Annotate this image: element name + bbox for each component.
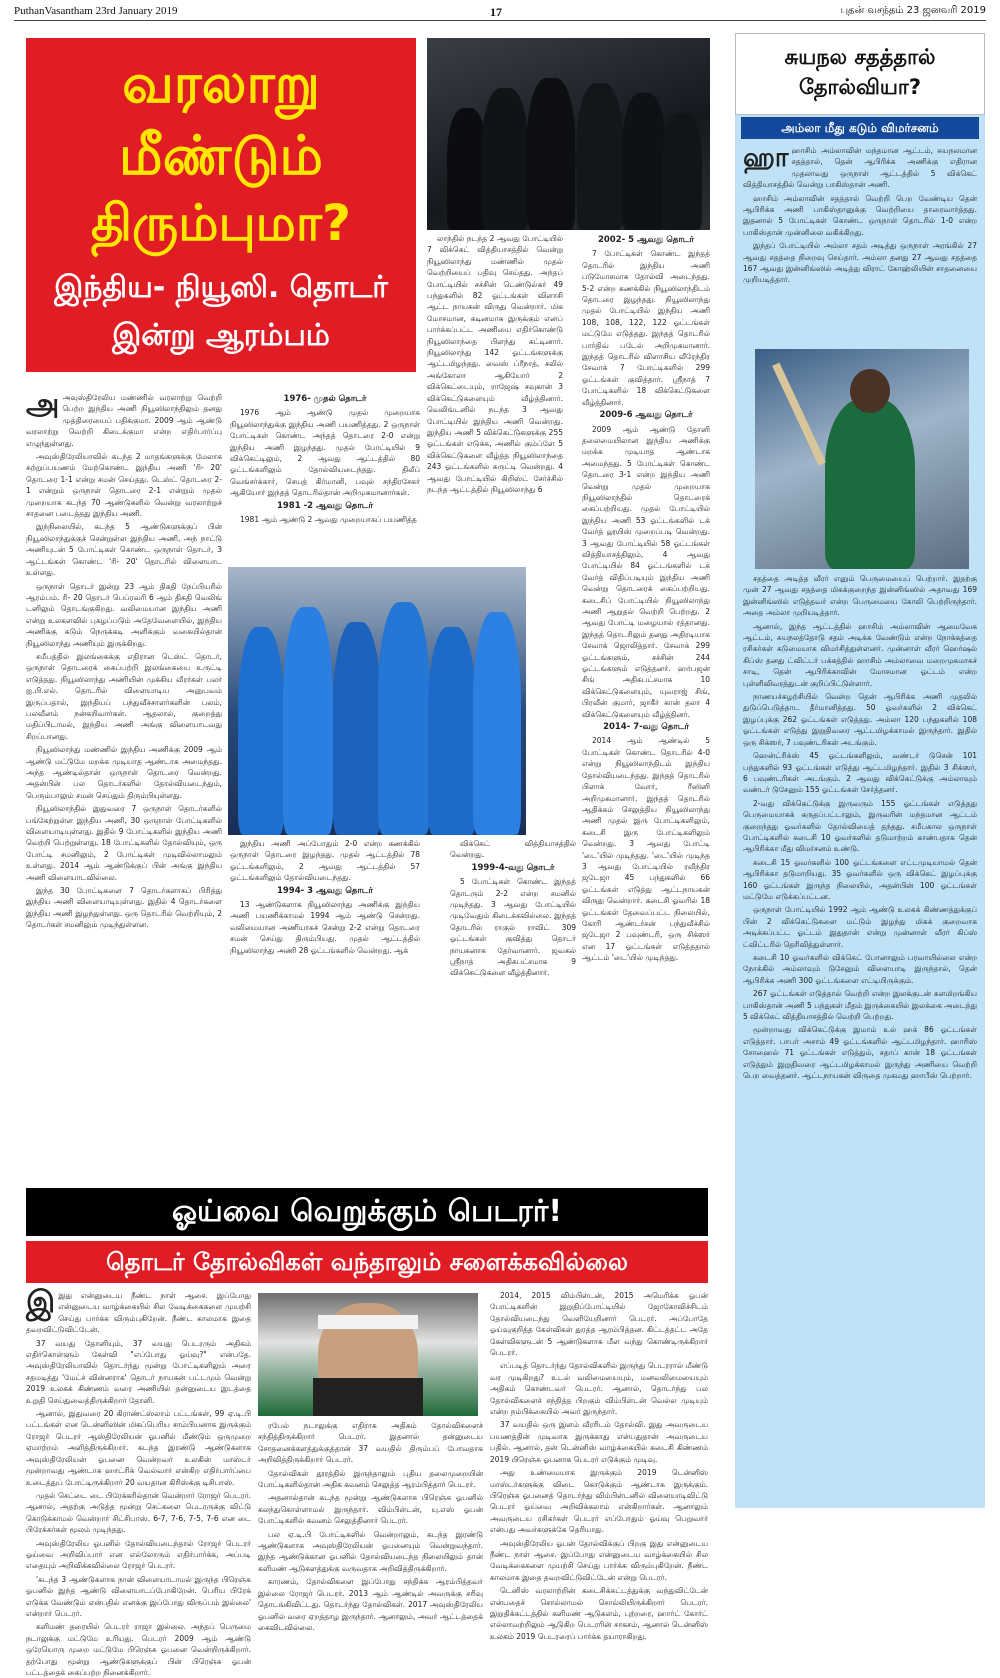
- subhead-1999: 1999-4-வது தொடர்: [471, 862, 555, 873]
- hero-line-1: வரலாறு: [122, 52, 320, 115]
- sidebar-amla-story: [735, 33, 985, 1508]
- hero-sub-1: இந்திய- நியூஸி. தொடர்: [54, 270, 388, 305]
- subhead-2009: 2009-6 ஆவது தொடர்: [599, 410, 693, 421]
- sidebar-text-bottom: சதத்தை அடித்த வீரர் எனும் பெருமையைப் பெற்றார். இதற்கு முன் 27 ஆவது சதத்தை மிகக்குறைந்த இன்னிங்ஸில் அதாவது 169 இன்னிங்ஸில் எடுத்தவர் என்ற பெருமையை கோலி பெற்றிருந்தார். அதை அம்லா முறியடித்தார். ஆனால், இந்த ஆட்டத்தில் ஹாசிம் அம்லாவின் ஆமைவேக ஆட்டம், சுயநலத்தோடு சதம் அடிக்க வேண்டும் என்ற நோக்கத்தை ரசிகர்கள் கடுமையாக விமர்சித்துள்ளனர். முன்னாள் வீரர் ஹெர்ஷல் கிப்ஸ் தனது ட்விட்டர் பக்கத்தில் ஹாசிம் அம்லாவை மறைமுகமாகச் சாடி, தென் ஆபிரிக்காவின் மோசமான ஓட்டம் என்ற புள்ளிவிவரத்துடன் குறிப்பிட்டுள்ளார். நாணயச்சுழற்சியில் வென்ற தென் ஆபிரிக்க அணி முதலில் துடுப்பெடுத்தாட தீர்மானித்தது. 50 ஓவர்களில் 2 விக்கெட் இழப்புக்கு 262 ஓட்டங்கள் எடுத்தது. அம்லா 120 பந்துகளில் 108 ஓட்டங்கள் எடுத்து இறுதிவரை ஆட்டமிழக்காமல் இருந்தார். இதில் ஒரு சிக்ஸர், 7 பவுண்டரிகள் அடங்கும். ஹென்ட்ரிக்ஸ் 45 ஓட்டங்களிலும், வண்டர் டுசென் 101 பந்துகளில் 93 ஓட்டங்கள் எடுத்து ஆட்டமிழந்தார். இதில் 3 சிக்ஸர், 6 பவுண்டரிகள் அடங்கும். 2 ஆவது விக்கெட்டுக்கு அம்லாவும் வண்டர் டுசேனும் 155 ஓட்டங்கள் சேர்த்தனர். 2-வது விக்கெட்டுக்கு இருவரும் 155 ஓட்டங்கள் எடுத்தது பெருமையாகக் கருதப்பட்டாலும், இருவரின் மந்தமான ஆட்டம் குறைந்தது ஓவர்களில் தோல்வியைத் தந்தது. சமீபகால ஒருநாள் போட்டிகளில் கடைசி 10 ஓவர்களில் தடுமாற்றம் காண்பதாக தென் ஆபிரிக்கா மீது விமர்சனம் உண்டு. கடைசி 15 ஓவர்களில் 100 ஓட்டங்களை எட்டமுடியாமல் தென் ஆபிரிக்கா தடுமாறியது. 35 ஓவர்களில் ஒரு விக்கெட் இழப்புக்கு 160 ஓட்டங்கள் இருந்த நிலையில், அதன்பின் 100 ஓட்டங்கள் மட்டுமே எடுக்கப்பட்டன. ஒருநாள் போட்டியில் 1992 ஆம் ஆண்டு உலகக் கிண்ணத்துக்குப் பின் 2 விக்கெட்டுகளை மட்டும் இழந்து மிகக் குறைவாக அடிக்கப்பட்ட ஓட்டம் இதுதான் என்று முன்னாள் வீரர் கிப்ஸ் ட்விட்டரில் தெரிவித்துள்ளார். கடைசி 10 ஓவர்களில் விக்கெட் போனாலும் பரவாயில்லை என்ற நோக்கில் அம்லாவும் டுசேனும் விளையாடி இருந்தால், தென் ஆபிரிக்க அணி 300 ஓட்டங்களை எட்டியிருக்கும். 267 ஓட்டங்கள் எடுத்தால் வெற்றி என்ற இலக்குடன் களமிறங்கிய பாகிஸ்தான் அணி 5 பந்துகள் மீதம் இருக்கையில் இலக்கை அடைந்து 5 விக்கெட் வித்தியாசத்தில் வெற்றி பெற்றது. மூன்றாவது விக்கெட்டுக்கு இமாம் உல் ஹக் 86 ஓட்டங்கள் எடுத்தார். பாபர் அசாம் 49 ஓட்டங்களில் ஆட்டமிழந்தார். ஹாரிஸ் சோஹைல் 71 ஓட்டங்கள் எடுத்தும், சதாப் கான் 18 ஓட்டங்கள் எடுத்தும் இறுதிவரை ஆட்டமிழக்காமல் இருந்து அணியை வெற்றி பெற வைத்தனர். ஆட்டநாயகன் விருதை முகமது ஹாபீஸ் பெற்றார்.: [743, 574, 977, 1081]
- federer-headline-bar: ஓய்வை வெறுக்கும் பெடரர்!: [26, 1188, 708, 1236]
- article-column-3-top: லாந்தில் நடந்த 2 ஆவது போட்டியில் 7 விக்கெட் வித்தியாசத்தில் வென்று நியூஸிலாந்து மண்ணில் முதல் வெற்றியைப் பதிவு செய்தது. அந்தப் போட்டியில் சச்சின் டெண்டுல்கர் 49 பந்துகளில் 82 ஓட்டங்கள் விளாசி ஆட்ட நாயகன் விருது வென்றார். மிக மோசமான, கடினமாக இருக்கும் எனப் பார்க்கப்பட்ட அணியை எதிர்கொண்டு நியூஸிலாந்தை பிளந்து கட்டினார். நியூஸிலாந்து 142 ஓட்டங்களுக்கு ஆட்டமிழந்தது. வைஸ் ப்ரீநாத், சலில் அங்கோலா ஆகியோர் 2 விக்கெட்டையும், ராஜேஷ் சவுகான் 3 விக்கெட்டுகளையும் வீழ்த்தினார். வெலிங்டனில் நடந்த 3 ஆவது போட்டியில் இந்திய அணி வென்றது. இந்திய அணி 5 விக்கெட்டுகளுக்கு 255 ஓட்டங்கள் எடுக்க, அணில் கும்ப்ளே 5 விக்கெட்டுகளை வீழ்த்த நியூஸிலாந்தை 243 ஓட்டங்களில் சுருட்டி வென்றது. 4 ஆவது போட்டியில் கிறிஸ்ட் சேர்ச்சில் நடந்த ஆட்டத்தில் நியூஸிலாந்து 6: [427, 234, 563, 494]
- federer-column-1: இஇது என்னுடைய நீண்ட நாள் ஆசை. இப்போது என்னுடைய வாழ்க்கையில் சில வேடிக்கைகளை முயற்சி செய்து பார்க்க விரும்புகிறேன். நீண்ட காலமாக இதை தவறவிட்டுவிட்டேன். 37 வயது தோனியும், 37 வயது பெடரரும் அதிகம் எதிர்கொள்ளும் கேள்வி "எப்போது ஓய்வு?" என்பதே. அவுஸ்திரேலியாவில் தொடர்ந்து மூன்று போட்டிகளிலும் அரை சதமடித்து 'மேட்ச் வின்னராக' தொடர் நாயகன் பட்டமும் வென்று 2019 உலகக் கிண்ணம் வரை அணியில் தன்னுடைய இடத்தை உறுதி செய்துவைத்திருக்கிறார் தோனி. ஆனால், இதுவரை 20 கிராண்ட்ஸ்லாம் பட்டங்கள், 99 ஏ.டி.பி பட்டங்கள் என டென்னிஸின் மிகப்பெரிய சாம்பியனாக இருக்கும் ரோஜர் பெடரர் ஆஸ்திரேலியன் ஓபனில் மீண்டும் ஒருமுறை ஏமாற்றம் அளித்திருக்கிறார். கடந்த இரண்டு ஆண்டுகளாக அவுஸ்திரேலியன் ஓபனை வென்றவர் உலகின் மாஸ்டர் மூன்றாவது ஆண்டாக ஹாட்ரிக் வெல்வார் என்கிற எதிர்பார்ப்பை உடைத்துப் போட்டிருக்கிறார் 20 வயதான கிரிஸ்க்கு டிசிபாஸ். முதல் செட்டை டை பிரேக்கரில்தான் வென்றார் ரோஜர் பெடரர். ஆனால், அதற்கு அடுத்த மூன்று செட்களை பெடரருக்கு விட்டு கொடுக்காமல் வென்றார் சிட்சிபாஸ். 6-7, 7-6, 7-5, 7-6 என டை பிரேக்கர்கள் மூலம் முடிந்தது. அவுஸ்திரேலிய ஓபனில் தோல்வியடைந்தால் ரோஜர் பெடரர் ஓய்வை அறிவிப்பார் என எல்லோரும் எதிர்பார்க்க, அப்படி எதையும் அறிவிக்கவில்லை ரோஜர் பெடரர். 'கடந்த 3 ஆண்டுகளாக நான் விளையாடாமல் இருந்த பிரெஞ்சு ஓபனில் இந்த ஆண்டு விளையாடப்போகிறேன். பெரிய பிரேக் எடுக்க வேண்டும் என்பதில் எனக்கு இப்போது விருப்பம் இல்லை' என்றார் பெடரர். களிமண் தரையில் பெடரர் ராஜா இல்லை. அந்தப் பெருமை நடாலுக்கு மட்டுமே உரியது. பெடரர் 2009 ஆம் ஆண்டு ஒரேயொரு முறை மட்டுமே பிரெஞ்சு ஓபனை வென்றிருக்கிறார். தற்போது மூன்று ஆண்டுகளுக்குப் பின் பிரெஞ்சு ஓபன் பட்டத்தைக் கைப்பற்ற நினைக்கிறார்.: [26, 1285, 251, 1677]
- article-column-4: 2002- 5 ஆவது தொடர் 7 போட்டிகள் கொண்ட இந்தத் தொடரில் இந்திய அணி படுமோசமாக தோல்வி அடைந்தது. 5-2 என்ற கணக்கில் நியூஸிலாந்திடம் தொடரை இழந்தது. நியூஸிலாந்து முதல் போட்டியில் இந்திய அணி 108, 108, 122, 122 ஓட்டங்கள் மட்டுமே எடுத்தது. இந்தத் தொடரில் பார்திவ் படேல் அறிமுகமானார். இந்தத் தொடரில் விளாசிய வீரேந்திர சேவாக் 7 போட்டிகளில் 299 ஓட்டங்கள் குவித்தார். ஸ்ரீநாத் 7 போட்டிகளில் 18 விக்கெட்டுகளை வீழ்த்தினார். 2009-6 ஆவது தொடர் 2009 ஆம் ஆண்டு தோனி தலைமையிலான இந்திய அணிக்கு மறக்க முடியாத ஆண்டாக அமைந்தது. 5 போட்டிகள் கொண்ட தொடரை 3-1 என்ற இந்திய அணி வென்று முதல் முறையாக நியூஸிலாந்தில் தொடரைக் கைப்பற்றியது. முதல் போட்டியில் இந்திய அணி 53 ஓட்டங்களில் டக் வேர்த் லூயிஸ் முறைப்படி வென்றது. 3 ஆவது போட்டியில் 58 ஓட்டங்கள் வித்தியாசத்திலும், 4 ஆவது போட்டியில் 84 ஓட்டங்களில் டக் வேர்த் விதிப்படியும் இந்திய அணி வென்று தொடரைக் கைப்பற்றியது. கடைசிப் போட்டியில் நியூஸிலாந்து அணி ஆறுதல் வெற்றி பெற்றது. 2 ஆவது போட்டி மழையால் ரத்தானது. இந்தத் தொடரிலும் தனது அதிரடியாக சேவாக் ஜொலித்தார். சேவாக் 299 ஓட்டங்களும், சச்சின் 244 ஓட்டங்களும் எடுத்தனர். ஹர்பஜன் சிங் அதிகபட்சமாக 10 விக்கெட்டுகளையும், யுவராஜ் சிங், பிரவீன் குமார், ஜாகீர் கான் தலா 4 விக்கெட்டுகளையும் வீழ்த்தினர். 2014- 7-வது தொடர் 2014 ஆம் ஆண்டில் 5 போட்டிகள் கொண்ட தொடரில் 4-0 என்று நியூஸிலாந்திடம் இந்திய தோல்வியடைந்தது. இந்தத் தொடரில் பிளாக் வோர், ரீஸினி அறிமுகமானார். இந்தத் தொடரில் ஆதிக்கம் செலுத்திய நியூஸிலாந்து அணி முதல் இரு போட்டிகளிலும், கடைசி இரு போட்டிகளிலும் வென்றது. 3 ஆவது போட்டி 'டை'யில் முடிந்தது. 'டை'யில் முடிந்த 3 ஆவது போட்டியில் ரவீந்திர ஜடேஜா 45 பந்துகளில் 66 ஓட்டங்கள் எடுத்து ஆட்டநாயகன் விருது வென்றார். கடைசி ஓவரில் 18 ஓட்டங்கள் தேவைப்பட்ட நிலையில், கோரி ஆண்டர்சன் பந்துவீச்சில் ஜடேஜா 2 பவுண்டரி, ஒரு சிக்ஸர் என 17 ஓட்டங்கள் எடுத்ததால் ஆட்டம் 'டை'யில் முடிந்தது.: [582, 235, 710, 963]
- masthead-left: PuthanVasantham 23rd January 2019: [14, 5, 178, 17]
- sidebar-drop-cap: ஹா: [743, 143, 789, 173]
- sidebar-text-top: ஹாஹாசிம் அம்லாவின் மந்தமான ஆட்டம், சுயநலமான சதத்தால், தென் ஆபிரிக்க அணிக்கு எதிரான முதலாவது ஒருநாள் ஆட்டத்தில் 5 விக்கெட் வித்தியாசத்தில் வென்று பாகிஸ்தான் அணி. ஹாசிம் அம்லாவின் சதத்தால் வெற்றி பெற வேண்டிய தென் ஆபிரிக்க அணி பாகிஸ்தானுக்கு வெற்றியை தாரைவார்த்தது. இதனால் 5 போட்டிகள் கொண்ட ஒருநாள் தொடரில் 1-0 என்ற பாகிஸ்தான் முன்னிலை வகிக்கிறது. இந்தப் போட்டியில் அம்லா சதம் அடித்து ஒருநாள் அரங்கில் 27 ஆவது சதத்தை நிறைவு செய்தார். அம்லா தனது 27 ஆவது சதத்தை 167 ஆவது இன்னிங்ஸில் அடித்து விராட் கோஹ்லியின் சாதனையை முறியடித்தார்.: [743, 143, 977, 285]
- article-column-1: அஅவுஸ்திரேலிய மண்ணில் வரலாற்று வெற்றி பெற்ற இந்திய அணி நியூஸிலாந்திலும் தனது முத்திரையைப் பதிக்குமா. 2009 ஆம் ஆண்டு வரலாற்று வெற்றி கிடைக்குமா என்ற எதிர்பார்ப்பு எழுந்துள்ளது. அவுஸ்திரேலியாவில் கடந்த 2 மாதங்களுக்கு மேலாக சுற்றுப்பயணம் மேற்கொண்ட இந்திய அணி 'ரி- 20' தொடரை 1-1 என்று சமன் செய்தது. டெஸ்ட் தொடரை 2-1 என்றும் ஒருநாள் தொடரை 2-1 என்றும் முதல் முறையாக கடந்த 70 ஆண்டுகளில் வென்று வரலாற்றுச் சாதனை படைத்தது இந்திய அணி. இந்நிலையில், கடந்த 5 ஆண்டுகளுக்குப் பின் நியூஸிலாந்துக்குச் சென்றுள்ள இந்திய அணி, அந் நாட்டு அணியுடன் 5 போட்டிகள் கொண்ட ஒருநாள் தொடர், 3 ஆட்டங்கள் கொண்ட 'ரி- 20' தொடரில் விளையாட உள்ளது. ஒருநாள் தொடர் இன்று 23 ஆம் திகதி நேப்பியரில் ஆரம்பம். ரி- 20 தொடர் பெப்ரவரி 6 ஆம் திகதி வெலிங் டனிலும் தொடங்குகிறது. வலிமையான இந்திய அணி என்று உலகளவில் புகழப்படும் அதேவேளையில், இந்திய அணிக்கு கடும் நெருக்கடி அளிக்கும் வகையில்தான் நியூஸிலாந்து அணியும் இருக்கிறது. சமீபத்தில் இலங்கைக்கு எதிரான டெஸ்ட் தொடர், ஒருநாள் தொடரைக் கைப்பற்றி இலங்கையை உருட்டி எடுத்தது. நியூஸிலாந்து அணியின் முக்கிய வீரர்கள் பலர் ஐ.பி.எல். தொடரில் விளையாடிய அனுபவம் இருப்பதால், இந்தியப் பந்துவீச்சாளர்களின் பலம், பலவீனம் நன்கறிவார்கள். ஆதலால், குறைத்து மதிப்பிடாமல், இந்திய அணி அங்கு விளையாடவது சிறப்பானது. நியூஸிலாந்து மண்ணில் இந்திய அணிக்கு 2009 ஆம் ஆண்டு மட்டுமே மறக்க முடியாத ஆண்டாக அமைந்தது. அந்த ஆண்டில்தான் ஒருநாள் தொடரை வென்றது. அதன்பின் பல தொடர்களில் தோல்வியடைந்தும், பெரும்பாலும் சமன் செய்தும் திரும்பியுள்ளது. நியூஸிலாந்தில் இதுவரை 7 ஒருநாள் தொடர்களில் பங்கேற்றுள்ள இந்திய அணி, 30 ஒருநாள் போட்டிகளில் விளையாடியுள்ளது. இதில் 9 போட்டிகளில் இந்திய அணி வெற்றி பெற்றுள்ளது. 18 போட்டிகளில் தோல்வியும், ஒரு போட்டி சமனிலும், 2 போட்டிகள் முடிவில்லாமலும் உள்ளது. 2014 ஆம் ஆண்டுக்குப் பின் அங்கு இந்திய அணி விளையாடவில்லை. இந்த 30 போட்டிகளை 7 தொடர்களாகப் பிரித்து இந்திய அணி விளையாடியுள்ளது. இதில் 4 தொடர்களை இந்திய அணி இழந்துள்ளது. ஒரு தொடரில் வெற்றியும், 2 தொடர்கள் சமனிலும் முடிந்துள்ளன.: [26, 387, 222, 930]
- federer-column-3: 2014, 2015 விம்பிள்டன், 2015 அமெரிக்க ஓபன் போட்டிகளின் இறுதிப்போட்டியில் ஜோகோவிச்சிடம் தோல்வியடைந்து வெளியேறினார் பெடரர். அப்போதே ஓய்வுகுறித்த கேள்விகள் துரத்த ஆரம்பித்தன. கிட்டத்தட்ட அதே கேள்விகளுடன் 5 ஆண்டுகளாக மீள வந்து கொண்டிருக்கிறார் பெடரர். எப்படித் தொடர்ந்து தோல்விகளில் இருந்து பெடரரால் மீண்டு வர முடிகிறது? உடல் வலிமையையும், மனவலிமையையும் அதிகம் கொண்டவர் பெடரர். ஆனால், தொடர்ந்து பல தோல்விகளைச் சந்தித்த பிறகும் விம்பிள்டன் வெல்ல முடியும் என்ற நம்பிக்கையில் அவர் இருந்தார். 37 வயதில் ஒரு இளம் வீரரிடம் தோல்வி. இது அவருடைய பயணத்தின் முடிவாக இருக்காது என்பதுதான் அவருடைய பதில். ஆனால், தன் டென்னிஸ் வாழ்க்கையில் கடைசி கிண்ணம் 2019 பிரெஞ்சு ஓபனாக பெடரர் எடுக்கும் முடிவு. அது உண்மையாக இருக்கும் 2019 டென்னிஸ் மாஸ்டர்களுக்கு விடை கொடுக்கும் ஆண்டாக இருக்கும். பிரெஞ்சு ஓபனைத் தொடர்ந்து விம்பிள்டனில் விளையாடிவிட்டு பெடரர் ஓய்வை அறிவிக்கலாம் என்கிறார்கள். ஆனாலும் அவருடைய ரசிகர்கள் பெடரர் எப்போதும் ஓய்வு பெறுவார் என்பது அவர்களுக்கே தெரியாது. அவுஸ்திரேலிய ஓபன் தோல்விக்குப் பிறகு இது என்னுடைய நீண்ட நாள் ஆசை. இப்போது என்னுடைய வாழ்க்கையில் சில வேடிக்கைகளை முயற்சி செய்து பார்க்க விரும்புகிறேன். நீண்ட காலமாக இதை தவறவிட்டுவிட்டேன் என்று பெடரர். டெனிஸ் வரலாற்றின் கடைசிக்கட்டத்துக்கு வந்துவிட்டேன் என்பதைச் சொல்லாமல் சொல்லியிருக்கிறார் பெடரர். இறுதிக்கட்டத்தில் களிமண் ஆடுகளம், புற்றரை, ஹார்ட் கோர்ட் எல்லாவற்றிலும் ஆடுகிற பெடரரின் சாகசம், ஆனால் டென்னிஸ் உலகம் 2019 பெடரரைப் பார்க்க தயாராகிறது.: [490, 1291, 708, 1641]
- newzealand-team-photo: [427, 38, 710, 230]
- page-number: 17: [490, 5, 502, 19]
- india-team-photo: [228, 567, 526, 835]
- subhead-1976: 1976- முதல் தொடர்: [283, 394, 367, 404]
- amla-celebrating-photo: [755, 349, 969, 569]
- subhead-1981: 1981 -2 ஆவது தொடர்: [276, 500, 374, 511]
- article-column-2-top: 1976- முதல் தொடர் 1976 ஆம் ஆண்டு முதல் முறையாக நியூஸிலாந்துக்கு இந்திய அணி பயணித்தது. 2 ஒருநாள் போட்டிகள் கொண்ட அந்தத் தொடரை 2-0 என்று இந்திய அணி இழந்தது. முதல் போட்டியில் 9 விக்கெட்டிலும், 2 ஆவது ஆட்டத்தில் 80 ஓட்டங்களிலும் தோல்வியடைந்தது. திலீப் வெங்சர்க்கார், செயத் கிர்மானி, பவுல் சந்திரசேகர் ஆகியோர் இந்தத் தொடரில்தான் அறிமுகமானார்கள். 1981 -2 ஆவது தொடர் 1981 ஆம் ஆண்டு 2 ஆவது முறையாகப் பயணித்த: [230, 394, 420, 525]
- sidebar-title: சுயநல சதத்தால் தோல்வியா?: [735, 33, 985, 115]
- subhead-2014: 2014- 7-வது தொடர்: [603, 722, 689, 733]
- federer-photo: [258, 1293, 478, 1416]
- hero-line-2: மீண்டும்: [119, 124, 323, 187]
- hero-headline-block: [26, 38, 416, 372]
- article-column-3-bottom: விக்கெட் வித்தியாசத்தில் வென்றது. 1999-4-வது தொடர் 5 போட்டிகள் கொண்ட இந்தத் தொடரும் 2-2 என்ற சமனில் முடிந்தது. 3 ஆவது போட்டியில் முடிவேதும் கிடைக்கவில்லை. இந்தத் தொடரில் ராகுல் ராவிட் 309 ஓட்டங்கள் குவித்து தொடர் நாயகனாக தேர்வானார். ஜவகல் ஸ்ரீநாத் அதிகபட்சமாக 9 விக்கெட்டுகளை வீழ்த்தினார்.: [450, 839, 576, 978]
- federer-subheadline-bar: தொடர் தோல்விகள் வந்தாலும் சளைக்கவில்லை: [26, 1241, 708, 1283]
- drop-cap: அ: [26, 387, 60, 422]
- article-column-2-bottom: இந்திய அணி அப்போதும் 2-0 என்ற கணக்கில் ஒருநாள் தொடரை இழந்தது. முதல் ஆட்டத்தில் 78 ஓட்டங்களிலும், 2 ஆவது ஆட்டத்தில் 57 ஓட்டங்களிலும் தோல்வியடைந்தது. 1994- 3 ஆவது தொடர் 13 ஆண்டுகளாக நியூஸிலாந்து அணிக்கு இந்திய அணி பயணிக்காமல் 1994 ஆம் ஆண்டு சென்றது. வலிமையான அணியாகச் சென்று 2-2 என்று தொடரை சமன் செய்து திரும்பியது. முதல் ஆட்டத்தில் நியூஸிலாந்து அணி 28 ஓட்டங்களில் வென்றது. ஆக்: [230, 839, 420, 955]
- sidebar-subtitle: அம்லா மீது கடும் விமர்சனம்: [741, 117, 979, 139]
- hero-sub-2: இன்று ஆரம்பம்: [112, 318, 330, 353]
- masthead-right: புதன் வசந்தம் 23 ஜனவரி 2019: [840, 5, 986, 16]
- federer-column-2: ரபேல் நடாலுக்கு எதிராக அதிகம் தோல்விகளைச் சந்தித்திருக்கிறார் பெடரர். இதனால் தன்னுடைய சோதனைக்களத்துக்குத்தான் 37 வயதில் திரும்பப் போவதாக அறிவித்திருக்கிறார் பெடரர். தோல்விகள் தூரத்தில் இருந்தாலும் புதிய தலைமுறையின் போட்டிகளில்தான் அதிக கவனம் செலுத்த ஆரம்பித்தார் பெடரர். அதனால்தான் கடந்த மூன்று ஆண்டுகளாக பிரெஞ்சு ஓபனில் கலந்துகொள்ளாமல் இருந்தார். விம்பிள்டன், யு.எஸ் ஓபன் போட்டிகளில் கவனம் செலுத்தினார் பெடரர். பல ஏ.டி.பி போட்டிகளில் வென்றாலும், கடந்த இரண்டு ஆண்டுகளாக அவுஸ்திரேலியன் ஓபனையும் வென்றுவந்தார். இந்த ஆண்டுக்கான ஓபனில் தோல்வியடைந்த நிலையிலும் தான் களிமண் ஆடுகளத்துக்கு வருவதாக அறிவித்திருக்கிறார். காரணம், தோல்விகளை இப்போது சந்திக்க ஆரம்பித்தவர் இல்லை ரோஜர் பெடரர். 2013 ஆம் ஆண்டில் அவருக்கு சரிவு தொடங்கிவிட்டது. தொடர்ந்து தோல்விகள். 2017 அவுஸ்திரேலிய ஓபனில் வரை ஏறத்தாழ இருந்தார். ஆனாலும், அவர் ஆட்டத்தைக் கைவிடவில்லை.: [258, 1421, 483, 1632]
- federer-drop-cap: இ: [26, 1285, 56, 1320]
- masthead: [14, 2, 986, 21]
- subhead-1994: 1994- 3 ஆவது தொடர்: [276, 885, 374, 896]
- hero-line-3: திரும்புமா?: [90, 194, 352, 252]
- subhead-2002: 2002- 5 ஆவது தொடர்: [597, 235, 695, 245]
